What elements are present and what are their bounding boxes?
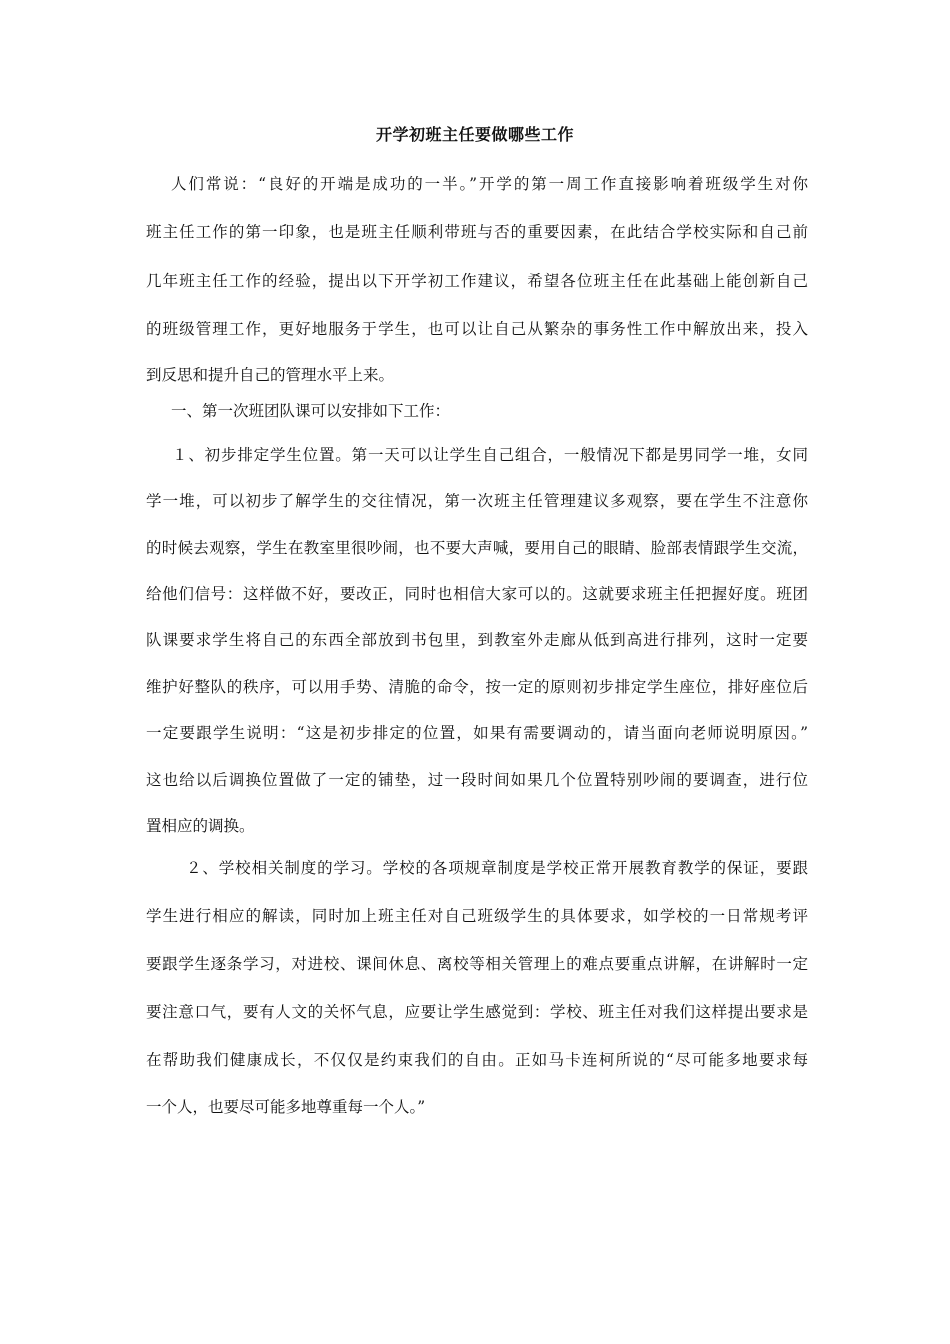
item1-line-7: 一定要跟学生说明：“这是初步排定的位置，如果有需要调动的，请当面向老师说明原因。”: [146, 724, 808, 742]
item1-line-1: １、初步排定学生位置。第一天可以让学生自己组合，一般情况下都是男同学一堆，女同: [172, 446, 808, 464]
item2-line-5: 在帮助我们健康成长，不仅仅是约束我们的自由。正如马卡连柯所说的“尽可能多地要求每: [146, 1051, 808, 1069]
item1-line-6: 维护好整队的秩序，可以用手势、清脆的命令，按一定的原则初步排定学生座位，排好座位后: [146, 678, 808, 696]
item2-line-3: 要跟学生逐条学习，对进校、课间休息、离校等相关管理上的难点要重点讲解，在讲解时一定: [146, 955, 808, 973]
intro-line-2: 班主任工作的第一印象，也是班主任顺利带班与否的重要因素，在此结合学校实际和自己前: [146, 223, 808, 241]
item1-line-4: 给他们信号：这样做不好，要改正，同时也相信大家可以的。这就要求班主任把握好度。班团: [146, 585, 808, 603]
intro-line-1: 人们常说：“良好的开端是成功的一半。”开学的第一周工作直接影响着班级学生对你: [171, 175, 808, 193]
document-title: 开学初班主任要做哪些工作: [375, 125, 574, 144]
item1-line-9: 置相应的调换。: [146, 817, 255, 835]
item2-line-1: ２、学校相关制度的学习。学校的各项规章制度是学校正常开展教育教学的保证，要跟: [186, 859, 808, 877]
item1-line-2: 学一堆，可以初步了解学生的交往情况，第一次班主任管理建议多观察，要在学生不注意你: [146, 492, 808, 510]
intro-line-5: 到反思和提升自己的管理水平上来。: [146, 366, 395, 384]
item1-line-3: 的时候去观察，学生在教室里很吵闹，也不要大声喊，要用自己的眼睛、脸部表情跟学生交流，: [146, 539, 808, 557]
item2-line-4: 要注意口气，要有人文的关怀气息，应要让学生感觉到：学校、班主任对我们这样提出要求是: [146, 1003, 808, 1021]
item2-line-2: 学生进行相应的解读，同时加上班主任对自己班级学生的具体要求，如学校的一日常规考评: [146, 907, 808, 925]
intro-line-4: 的班级管理工作，更好地服务于学生，也可以让自己从繁杂的事务性工作中解放出来，投入: [146, 320, 808, 338]
intro-line-3: 几年班主任工作的经验，提出以下开学初工作建议，希望各位班主任在此基础上能创新自己: [146, 272, 808, 290]
item2-line-6: 一个人，也要尽可能多地尊重每一个人。”: [146, 1098, 426, 1116]
item1-line-5: 队课要求学生将自己的东西全部放到书包里，到教室外走廊从低到高进行排列，这时一定要: [146, 631, 808, 649]
item1-line-8: 这也给以后调换位置做了一定的铺垫，过一段时间如果几个位置特别吵闹的要调查，进行位: [146, 771, 808, 789]
section-heading: 一、第一次班团队课可以安排如下工作：: [171, 402, 451, 420]
